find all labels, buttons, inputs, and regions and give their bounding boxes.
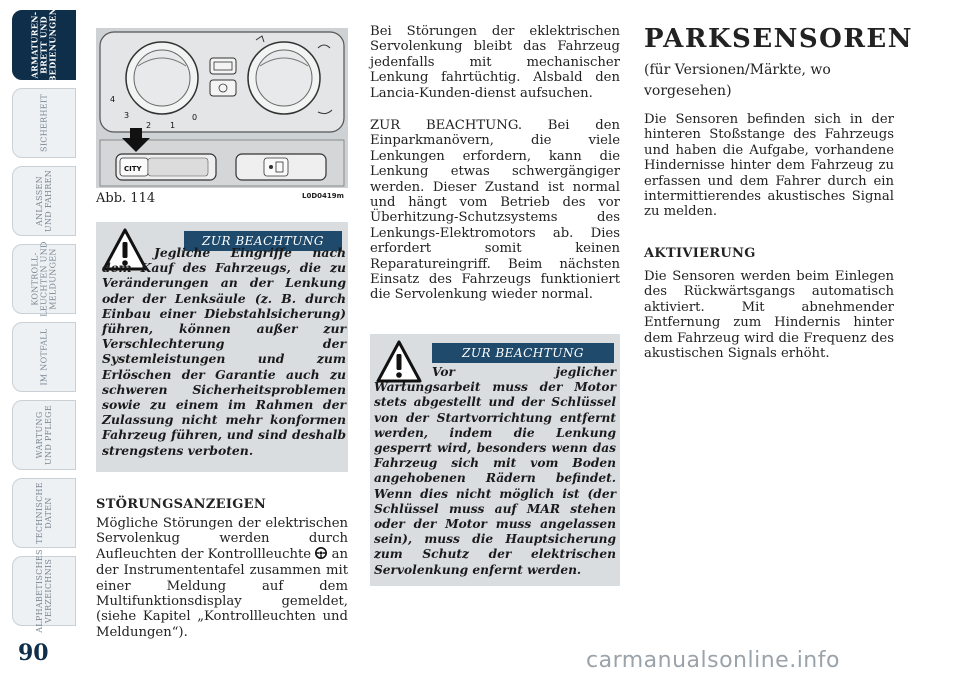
tab-label: SICHERHEIT [39, 94, 49, 152]
tab-armaturenbrett[interactable] [12, 7, 76, 83]
svg-text:4: 4 [110, 95, 116, 104]
tab-label: IM NOTFALL [39, 328, 49, 386]
page-subtitle: (für Versionen/Märkte, wo vorgesehen) [644, 62, 831, 99]
svg-text:1: 1 [170, 121, 176, 130]
watermark: carmanualsonline.info [586, 648, 840, 673]
svg-text:CITY: CITY [124, 165, 142, 173]
svg-text:0: 0 [192, 113, 198, 122]
figure-caption: Abb. 114 [96, 191, 156, 206]
aktivierung-text: Die Sensoren werden beim Einlegen des Rückwärtsgangs automatisch aktiviert. Mit abnehmender Entfernung zum Hindernis hinter dem Fahrzeug wird die Frequenz des akustischen Signals erhöht. [644, 269, 894, 362]
dashboard-figure [96, 28, 348, 188]
warning-header: ZUR BEACHTUNG [432, 343, 614, 363]
warning-header: ZUR BEACHTUNG [184, 231, 342, 251]
svg-text:2: 2 [146, 121, 152, 130]
section-heading-stoerungen: STÖRUNGSANZEIGEN [96, 497, 267, 512]
tab-im-notfall[interactable] [12, 322, 76, 392]
warning-box-2 [370, 334, 620, 586]
section-heading-aktivierung: AKTIVIERUNG [644, 246, 756, 261]
stoerungen-text-part1: Mögliche Störungen der elektrischen Servolenkug werden durch Aufleuchten der Kontrollleuchte [96, 516, 348, 562]
dashboard-illustration [96, 28, 348, 188]
warning-text: Jegliche Eingriffe nach dem Kauf des Fahrzeugs, die zu Veränderungen an der Lenkung oder der Lenksäule (z. B. durch Einbau einer Diebstahlsicherung) führen, können außer zur Verschlechterung der Systemleistungen und zum Erlöschen der Garantie auch zu schweren Sicherheitsproblemen sowie zu einem im Rahmen der Zulassung nicht mehr konformen Fahrzeug führen, und sind deshalb strengstens verboten. [102, 245, 346, 458]
middle-paragraph-2: ZUR BEACHTUNG. Bei den Einparkmanövern, die viele Lenkungen erfordern, kann die Lenkung etwas schwergängiger werden. Dieser Zustand ist normal und hängt vom Betrieb des vor Überhitzung-Schutzsystems des Lenkungs-Elektromotors ab. Dies erfordert somit keinen Reparatureingriff. Beim nächsten Einsatz des Fahrzeugs funktioniert die Servolenkung wieder normal. [370, 118, 620, 303]
stoerungen-text [96, 516, 348, 640]
warning-text: Vor jeglicher Wartungsarbeit muss der Motor stets abgestellt und der Schlüssel von der Startvorrichtung entfernt werden, indem die Lenkung gesperrt wird, besonders wenn das Fahrzeug sich mit vom Boden angehobenen Rädern befindet. Wenn dies nicht möglich ist (der Schlüssel muss auf MAR stehen oder der Motor muss angelassen sein), muss die Hauptsicherung zum Schutz der elektrischen Servolenkung enfernt werden. [374, 365, 616, 577]
tab-wartung[interactable] [12, 400, 76, 470]
tab-label: TECHNISCHE DATEN [35, 482, 53, 544]
tab-label: ARMATUREN- BRETT UND BEDIENUNGEN [29, 7, 58, 83]
tab-label: KONTROLL- LEUCHTEN UND MELDUNGEN [30, 241, 58, 317]
tab-technische-daten[interactable] [12, 478, 76, 548]
page-title: PARKSENSOREN [644, 24, 914, 54]
svg-text:3: 3 [124, 111, 130, 120]
steering-warning-icon [315, 547, 327, 563]
tab-sicherheit[interactable] [12, 88, 76, 158]
tab-anlassen[interactable] [12, 166, 76, 236]
tab-label: ANLASSEN UND FAHREN [35, 169, 53, 233]
parksensoren-intro: Die Sensoren befinden sich in der hinteren Stoßstange des Fahrzeugs und haben die Aufgabe, vorhandene Hindernisse hinter dem Fahrzeug zu erfassen und dem Fahrer durch ein intermittierendes akustisches Signal zu melden. [644, 112, 894, 220]
page-number: 90 [18, 640, 49, 666]
middle-paragraph-1: Bei Störungen der eklektrischen Servolenkung bleibt das Fahrzeug jedenfalls mit mechanischer Lenkung fahrtüchtig. Alsbald den Lancia-Kunden-dienst aufsuchen. [370, 24, 620, 101]
tab-label: WARTUNG UND PFLEGE [35, 404, 53, 466]
tab-verzeichnis[interactable] [12, 549, 76, 633]
warning-box-1 [96, 222, 348, 472]
tab-label: ALPHABETISCHES VERZEICHNIS [35, 549, 53, 633]
figure-code: L0D0419m [302, 192, 344, 200]
tab-kontrollleuchten[interactable] [12, 241, 76, 317]
chapter-tabs [12, 7, 76, 638]
stoerungen-text-part2: an der Instrumententafel zusammen mit einer Meldung auf dem Multifunktionsdisplay gemeldet, (siehe Kapitel „Kontrollleuchten und Meldungen“). [96, 546, 348, 640]
